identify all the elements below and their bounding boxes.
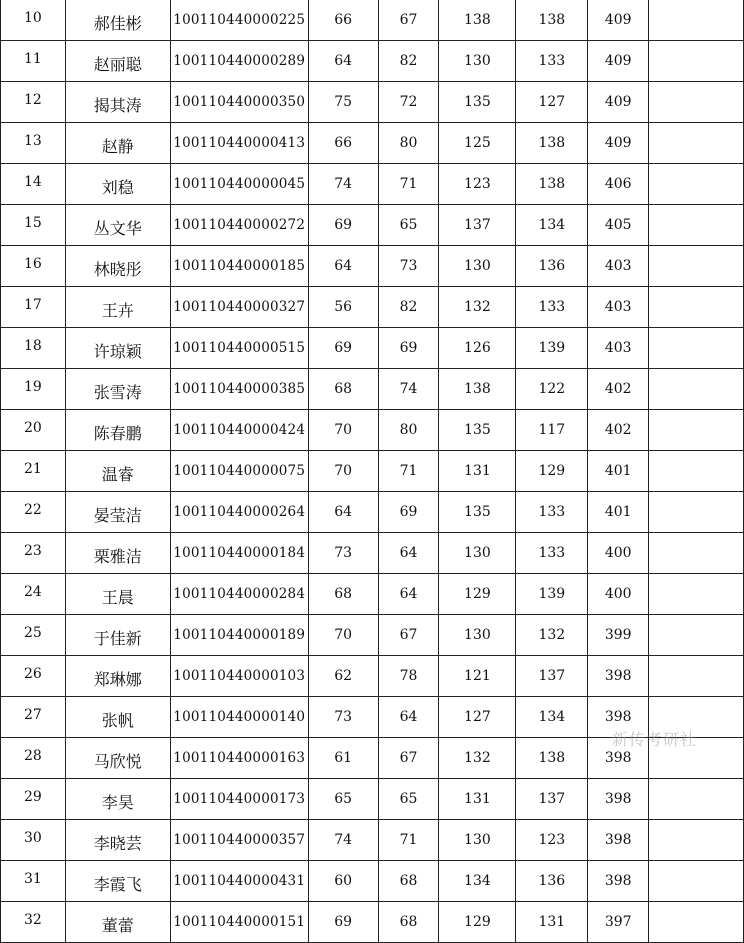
rank-cell: 16 [1, 246, 66, 287]
score3-cell: 129 [439, 574, 516, 615]
score4-cell: 134 [516, 697, 588, 738]
rank-cell: 10 [1, 0, 66, 41]
score4-cell: 117 [516, 410, 588, 451]
exam-id-cell: 100110440000103 [170, 656, 308, 697]
exam-id-cell: 100110440000151 [170, 902, 308, 943]
score2-cell: 67 [378, 615, 439, 656]
total-cell: 398 [588, 820, 649, 861]
score1-cell: 70 [308, 410, 378, 451]
note-cell [649, 574, 744, 615]
score4-cell: 133 [516, 533, 588, 574]
score3-cell: 130 [439, 533, 516, 574]
score4-cell: 123 [516, 820, 588, 861]
total-cell: 405 [588, 205, 649, 246]
name-cell: 林晓彤 [65, 246, 170, 287]
score4-cell: 133 [516, 492, 588, 533]
total-cell: 398 [588, 779, 649, 820]
table-row [1, 656, 744, 697]
score1-cell: 69 [308, 205, 378, 246]
score1-cell: 74 [308, 164, 378, 205]
note-cell [649, 451, 744, 492]
exam-id-cell: 100110440000184 [170, 533, 308, 574]
note-cell [649, 410, 744, 451]
rank-cell: 12 [1, 82, 66, 123]
table-row [1, 492, 744, 533]
note-cell [649, 205, 744, 246]
score1-cell: 66 [308, 0, 378, 41]
score4-cell: 138 [516, 164, 588, 205]
name-cell: 李昊 [65, 779, 170, 820]
total-cell: 406 [588, 164, 649, 205]
note-cell [649, 492, 744, 533]
score3-cell: 137 [439, 205, 516, 246]
score2-cell: 74 [378, 369, 439, 410]
score2-cell: 68 [378, 861, 439, 902]
total-cell: 403 [588, 246, 649, 287]
name-cell: 赵静 [65, 123, 170, 164]
note-cell [649, 41, 744, 82]
name-cell: 丛文华 [65, 205, 170, 246]
score2-cell: 73 [378, 246, 439, 287]
note-cell [649, 0, 744, 41]
score3-cell: 135 [439, 492, 516, 533]
score1-cell: 70 [308, 615, 378, 656]
exam-id-cell: 100110440000189 [170, 615, 308, 656]
score1-cell: 60 [308, 861, 378, 902]
exam-id-cell: 100110440000173 [170, 779, 308, 820]
table-row [1, 123, 744, 164]
exam-id-cell: 100110440000264 [170, 492, 308, 533]
total-cell: 409 [588, 0, 649, 41]
score2-cell: 82 [378, 287, 439, 328]
score1-cell: 68 [308, 574, 378, 615]
score3-cell: 127 [439, 697, 516, 738]
score2-cell: 80 [378, 410, 439, 451]
total-cell: 398 [588, 738, 649, 779]
score4-cell: 132 [516, 615, 588, 656]
score1-cell: 68 [308, 369, 378, 410]
table-row [1, 82, 744, 123]
score3-cell: 138 [439, 369, 516, 410]
exam-id-cell: 100110440000163 [170, 738, 308, 779]
table-row [1, 410, 744, 451]
name-cell: 许琼颖 [65, 328, 170, 369]
rank-cell: 30 [1, 820, 66, 861]
score3-cell: 138 [439, 0, 516, 41]
rank-cell: 26 [1, 656, 66, 697]
score1-cell: 75 [308, 82, 378, 123]
score4-cell: 127 [516, 82, 588, 123]
name-cell: 王卉 [65, 287, 170, 328]
rank-cell: 31 [1, 861, 66, 902]
score1-cell: 73 [308, 533, 378, 574]
score1-cell: 70 [308, 451, 378, 492]
rank-cell: 24 [1, 574, 66, 615]
score4-cell: 133 [516, 41, 588, 82]
score4-cell: 122 [516, 369, 588, 410]
total-cell: 403 [588, 287, 649, 328]
rank-cell: 20 [1, 410, 66, 451]
score2-cell: 71 [378, 451, 439, 492]
score2-cell: 69 [378, 492, 439, 533]
name-cell: 于佳新 [65, 615, 170, 656]
note-cell [649, 287, 744, 328]
total-cell: 400 [588, 533, 649, 574]
score1-cell: 69 [308, 902, 378, 943]
rank-cell: 25 [1, 615, 66, 656]
score4-cell: 139 [516, 328, 588, 369]
table-row [1, 861, 744, 902]
total-cell: 401 [588, 492, 649, 533]
exam-id-cell: 100110440000225 [170, 0, 308, 41]
score4-cell: 136 [516, 861, 588, 902]
score3-cell: 131 [439, 451, 516, 492]
score4-cell: 134 [516, 205, 588, 246]
name-cell: 郝佳彬 [65, 0, 170, 41]
table-row [1, 164, 744, 205]
score4-cell: 138 [516, 123, 588, 164]
score4-cell: 136 [516, 246, 588, 287]
rank-cell: 32 [1, 902, 66, 943]
score1-cell: 65 [308, 779, 378, 820]
score2-cell: 82 [378, 41, 439, 82]
score4-cell: 129 [516, 451, 588, 492]
note-cell [649, 615, 744, 656]
rank-cell: 15 [1, 205, 66, 246]
rank-cell: 28 [1, 738, 66, 779]
exam-id-cell: 100110440000140 [170, 697, 308, 738]
rank-cell: 17 [1, 287, 66, 328]
total-cell: 409 [588, 82, 649, 123]
score2-cell: 69 [378, 328, 439, 369]
table-row [1, 41, 744, 82]
score2-cell: 72 [378, 82, 439, 123]
name-cell: 晏莹洁 [65, 492, 170, 533]
score2-cell: 67 [378, 738, 439, 779]
total-cell: 400 [588, 574, 649, 615]
score3-cell: 130 [439, 41, 516, 82]
score3-cell: 125 [439, 123, 516, 164]
exam-id-cell: 100110440000284 [170, 574, 308, 615]
score4-cell: 131 [516, 902, 588, 943]
exam-id-cell: 100110440000045 [170, 164, 308, 205]
name-cell: 陈春鹏 [65, 410, 170, 451]
total-cell: 409 [588, 123, 649, 164]
exam-id-cell: 100110440000185 [170, 246, 308, 287]
score4-cell: 137 [516, 779, 588, 820]
score3-cell: 126 [439, 328, 516, 369]
score1-cell: 61 [308, 738, 378, 779]
name-cell: 刘稳 [65, 164, 170, 205]
note-cell [649, 82, 744, 123]
name-cell: 栗雅洁 [65, 533, 170, 574]
score1-cell: 66 [308, 123, 378, 164]
score3-cell: 130 [439, 615, 516, 656]
rank-cell: 29 [1, 779, 66, 820]
name-cell: 赵丽聪 [65, 41, 170, 82]
score1-cell: 62 [308, 656, 378, 697]
name-cell: 张帆 [65, 697, 170, 738]
name-cell: 温睿 [65, 451, 170, 492]
note-cell [649, 328, 744, 369]
table-row [1, 779, 744, 820]
total-cell: 409 [588, 41, 649, 82]
table-row [1, 615, 744, 656]
score1-cell: 69 [308, 328, 378, 369]
score3-cell: 132 [439, 287, 516, 328]
score2-cell: 64 [378, 533, 439, 574]
table-row [1, 574, 744, 615]
score4-cell: 138 [516, 0, 588, 41]
total-cell: 398 [588, 656, 649, 697]
score1-cell: 74 [308, 820, 378, 861]
total-cell: 398 [588, 861, 649, 902]
score2-cell: 71 [378, 164, 439, 205]
score2-cell: 68 [378, 902, 439, 943]
table-row [1, 820, 744, 861]
table-body [1, 0, 744, 943]
total-cell: 402 [588, 410, 649, 451]
rank-cell: 23 [1, 533, 66, 574]
rank-cell: 19 [1, 369, 66, 410]
table-row [1, 205, 744, 246]
rank-cell: 18 [1, 328, 66, 369]
score3-cell: 132 [439, 738, 516, 779]
total-cell: 399 [588, 615, 649, 656]
score1-cell: 64 [308, 492, 378, 533]
score2-cell: 71 [378, 820, 439, 861]
score1-cell: 73 [308, 697, 378, 738]
table-row [1, 902, 744, 943]
rank-cell: 13 [1, 123, 66, 164]
score2-cell: 64 [378, 574, 439, 615]
score4-cell: 133 [516, 287, 588, 328]
table-row [1, 0, 744, 41]
score2-cell: 65 [378, 205, 439, 246]
table-row [1, 328, 744, 369]
score1-cell: 64 [308, 246, 378, 287]
score2-cell: 78 [378, 656, 439, 697]
total-cell: 401 [588, 451, 649, 492]
table-row [1, 533, 744, 574]
rank-cell: 21 [1, 451, 66, 492]
note-cell [649, 861, 744, 902]
rank-cell: 22 [1, 492, 66, 533]
note-cell [649, 902, 744, 943]
total-cell: 403 [588, 328, 649, 369]
table-row [1, 369, 744, 410]
score3-cell: 123 [439, 164, 516, 205]
note-cell [649, 164, 744, 205]
exam-id-cell: 100110440000289 [170, 41, 308, 82]
score2-cell: 67 [378, 0, 439, 41]
total-cell: 402 [588, 369, 649, 410]
score4-cell: 137 [516, 656, 588, 697]
exam-id-cell: 100110440000431 [170, 861, 308, 902]
exam-id-cell: 100110440000350 [170, 82, 308, 123]
note-cell [649, 246, 744, 287]
score3-cell: 121 [439, 656, 516, 697]
note-cell [649, 656, 744, 697]
score4-cell: 139 [516, 574, 588, 615]
exam-id-cell: 100110440000515 [170, 328, 308, 369]
total-cell: 397 [588, 902, 649, 943]
score4-cell: 138 [516, 738, 588, 779]
note-cell [649, 369, 744, 410]
note-cell [649, 123, 744, 164]
score3-cell: 130 [439, 246, 516, 287]
watermark: 新传考研社 [612, 730, 698, 749]
note-cell [649, 533, 744, 574]
score2-cell: 64 [378, 697, 439, 738]
score1-cell: 56 [308, 287, 378, 328]
name-cell: 李晓芸 [65, 820, 170, 861]
score3-cell: 131 [439, 779, 516, 820]
note-cell [649, 820, 744, 861]
score1-cell: 64 [308, 41, 378, 82]
rank-cell: 27 [1, 697, 66, 738]
name-cell: 马欣悦 [65, 738, 170, 779]
table-row [1, 451, 744, 492]
name-cell: 郑琳娜 [65, 656, 170, 697]
rank-cell: 11 [1, 41, 66, 82]
rank-cell: 14 [1, 164, 66, 205]
total-cell: 398 [588, 697, 649, 738]
name-cell: 王晨 [65, 574, 170, 615]
score3-cell: 129 [439, 902, 516, 943]
exam-id-cell: 100110440000075 [170, 451, 308, 492]
name-cell: 张雪涛 [65, 369, 170, 410]
exam-id-cell: 100110440000424 [170, 410, 308, 451]
exam-id-cell: 100110440000413 [170, 123, 308, 164]
score3-cell: 134 [439, 861, 516, 902]
score2-cell: 80 [378, 123, 439, 164]
table-row [1, 287, 744, 328]
exam-id-cell: 100110440000272 [170, 205, 308, 246]
score3-cell: 135 [439, 82, 516, 123]
exam-id-cell: 100110440000327 [170, 287, 308, 328]
note-cell [649, 779, 744, 820]
score3-cell: 135 [439, 410, 516, 451]
table-row [1, 246, 744, 287]
name-cell: 董蕾 [65, 902, 170, 943]
exam-id-cell: 100110440000357 [170, 820, 308, 861]
score2-cell: 65 [378, 779, 439, 820]
exam-id-cell: 100110440000385 [170, 369, 308, 410]
name-cell: 李霞飞 [65, 861, 170, 902]
name-cell: 揭其涛 [65, 82, 170, 123]
score3-cell: 130 [439, 820, 516, 861]
